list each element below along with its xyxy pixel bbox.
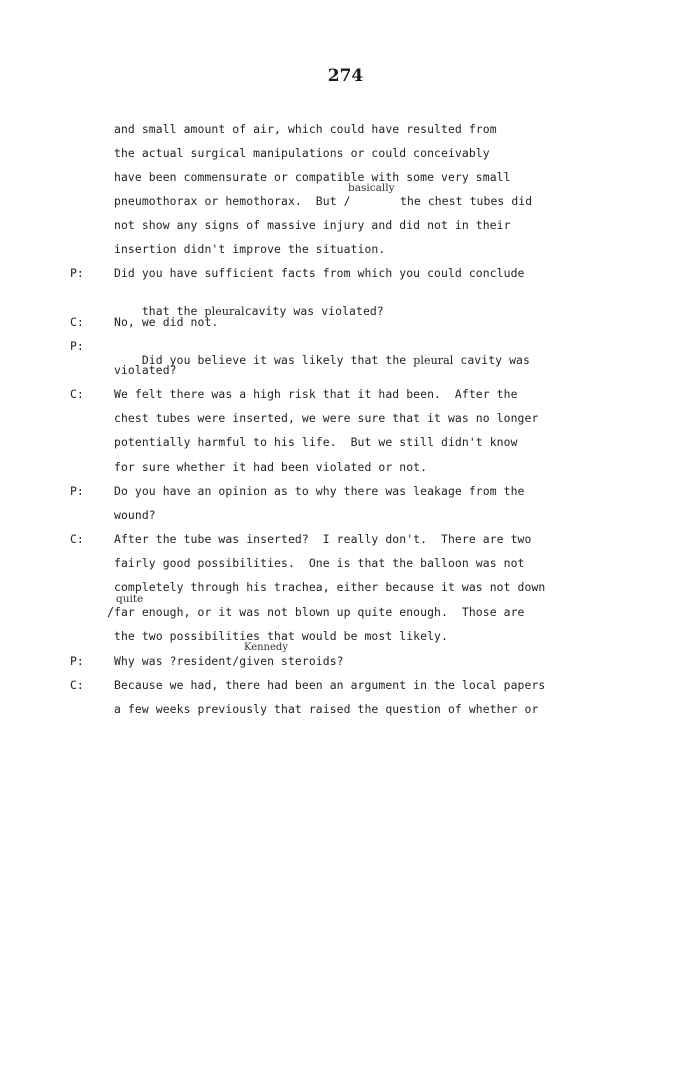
text-line: and small amount of air, which could have resulted from [114,122,497,136]
speaker-label: P: [70,654,84,668]
text-line: for sure whether it had been violated or not. [114,460,428,474]
speaker-label: P: [70,266,84,280]
speaker-label: P: [70,339,84,353]
text-line: We felt there was a high risk that it had been. After the [114,387,518,401]
speaker-label: C: [70,315,84,329]
handwritten-word: pleural [413,354,454,367]
text-line: have been commensurate or compatible with some very small [114,170,511,184]
text-line: fairly good possibilities. One is that the balloon was not [114,556,525,570]
text-line: After the tube was inserted? I really don't. There are two [114,532,532,546]
text-line: Did you have sufficient facts from which you could conclude [114,266,525,280]
text-line: Because we had, there had been an argument in the local papers [114,678,546,692]
speaker-label: P: [70,484,84,498]
text-line: insertion didn't improve the situation. [114,242,386,256]
text-line: potentially harmful to his life. But we still didn't know [114,435,518,449]
text-line: violated? [114,363,177,377]
handwritten-insertion: basically [348,182,395,194]
text-line: Why was ?resident/given steroids? [114,654,344,668]
handwritten-insertion: Kennedy [244,642,288,653]
text-span: that the [141,304,198,318]
text-span: cavity was [460,353,530,367]
speaker-label: C: [70,387,84,401]
text-line: No, we did not. [114,315,219,329]
text-span: cavity was violated? [244,304,384,318]
text-line: the two possibilities that would be most likely. [114,629,448,643]
handwritten-word: pleural [204,305,245,318]
text-line: far enough, or it was not blown up quite enough. Those are [114,605,525,619]
speaker-label: C: [70,532,84,546]
text-line: not show any signs of massive injury and did not in their [114,218,511,232]
text-line: the chest tubes did [400,194,533,208]
strike-mark: / [107,605,115,619]
text-line: chest tubes were inserted, we were sure that it was no longer [114,411,539,425]
handwritten-insertion: quite [116,593,144,605]
text-line: pneumothorax or hemothorax. But / [114,194,351,208]
speaker-label: C: [70,678,84,692]
text-line: completely through his trachea, either because it was not down [114,580,546,594]
text-line: a few weeks previously that raised the question of whether or [114,702,539,716]
page-number: 274 [327,66,364,86]
text-line: the actual surgical manipulations or could conceivably [114,146,490,160]
text-line: Do you have an opinion as to why there was leakage from the [114,484,525,498]
text-line: wound? [114,508,156,522]
text-span: Did you believe it was likely that the [141,353,407,367]
